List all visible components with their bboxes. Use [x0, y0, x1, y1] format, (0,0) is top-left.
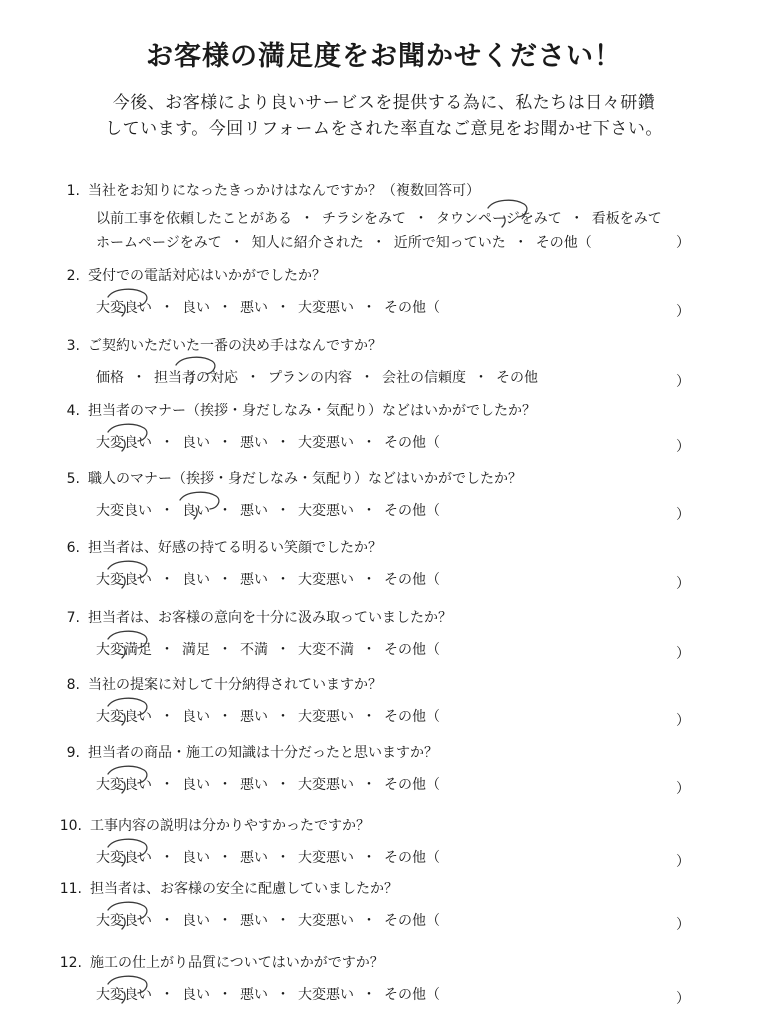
- question-text: [60, 537, 382, 557]
- question-label: 担当者は、お客様の安全に配慮していましたか？: [90, 881, 398, 897]
- question-label: 職人のマナー（挨拶・身だしなみ・気配り）などはいかがでしたか？: [88, 471, 522, 487]
- question-number: 5.: [66, 471, 80, 487]
- answer-option[interactable]: 良い: [182, 987, 210, 1003]
- question-block: [0, 815, 768, 877]
- answer-option[interactable]: 良い: [182, 503, 210, 519]
- answer-option[interactable]: その他（: [535, 235, 592, 251]
- answer-option[interactable]: その他（: [384, 572, 440, 588]
- question-label: 担当者は、お客様の意向を十分に汲み取っていましたか？: [88, 610, 452, 626]
- answer-option[interactable]: 悪い: [240, 777, 268, 793]
- question-label: 担当者の商品・施工の知識は十分だったと思いますか？: [88, 745, 438, 761]
- answer-option[interactable]: 大変良い: [96, 300, 152, 316]
- answer-option[interactable]: 大変良い: [96, 987, 152, 1003]
- question-block: [0, 537, 768, 599]
- question-block: [0, 400, 768, 462]
- question-block: [0, 265, 768, 327]
- answer-option[interactable]: その他: [496, 370, 538, 386]
- option-separator: ・: [160, 642, 174, 658]
- option-separator: ・: [218, 850, 232, 866]
- answer-option[interactable]: 悪い: [240, 572, 268, 588]
- answer-option[interactable]: 良い: [182, 300, 210, 316]
- closing-paren: ）: [676, 781, 690, 797]
- answer-options-row: [96, 639, 440, 659]
- option-separator: ・: [362, 435, 376, 451]
- answer-options-row: [96, 774, 440, 794]
- option-separator: ・: [360, 370, 374, 386]
- question-text: [60, 265, 326, 285]
- option-separator: ・: [362, 777, 376, 793]
- intro-line: しています。今回リフォームをされた率直なご意見をお聞かせ下さい。: [105, 119, 663, 139]
- answer-options-row: [96, 569, 440, 589]
- question-text: [60, 400, 536, 420]
- answer-option[interactable]: 大変悪い: [298, 987, 354, 1003]
- answer-option[interactable]: その他（: [384, 777, 440, 793]
- question-text: [46, 952, 384, 972]
- option-separator: ・: [276, 435, 290, 451]
- question-block: [0, 674, 768, 736]
- option-separator: ・: [276, 642, 290, 658]
- question-text: [46, 878, 398, 898]
- option-separator: ・: [160, 709, 174, 725]
- option-separator: ・: [160, 503, 174, 519]
- answer-option[interactable]: 大変良い: [96, 435, 152, 451]
- answer-option[interactable]: 悪い: [240, 435, 268, 451]
- answer-option[interactable]: 大変良い: [96, 503, 152, 519]
- answer-option[interactable]: 大変良い: [96, 777, 152, 793]
- question-number: 1.: [66, 183, 80, 199]
- answer-option[interactable]: 悪い: [240, 913, 268, 929]
- option-separator: ・: [132, 370, 146, 386]
- question-text: [60, 180, 480, 200]
- answer-option[interactable]: 価格: [96, 370, 124, 386]
- answer-option[interactable]: 大変悪い: [298, 913, 354, 929]
- question-block: [0, 742, 768, 804]
- option-separator: ・: [218, 300, 232, 316]
- answer-option[interactable]: 悪い: [240, 300, 268, 316]
- option-separator: ・: [362, 850, 376, 866]
- question-number: 7.: [66, 610, 80, 626]
- option-separator: ・: [276, 777, 290, 793]
- question-text: [60, 742, 438, 762]
- option-separator: ・: [218, 709, 232, 725]
- answer-options-row: [96, 232, 592, 252]
- answer-option[interactable]: 良い: [182, 850, 210, 866]
- option-separator: ・: [160, 435, 174, 451]
- option-separator: ・: [160, 777, 174, 793]
- answer-option[interactable]: その他（: [384, 987, 440, 1003]
- answer-option[interactable]: 大変良い: [96, 709, 152, 725]
- answer-option[interactable]: 大変悪い: [298, 572, 354, 588]
- question-text: [46, 815, 370, 835]
- answer-option[interactable]: 不満: [240, 642, 268, 658]
- option-separator: ・: [246, 370, 260, 386]
- answer-option[interactable]: 悪い: [240, 503, 268, 519]
- closing-paren: ）: [676, 304, 690, 320]
- answer-options-row: [96, 706, 440, 726]
- answer-option[interactable]: 担当者の対応: [154, 370, 238, 386]
- question-number: 12.: [59, 955, 82, 971]
- question-label: 工事内容の説明は分かりやすかったですか？: [90, 818, 370, 834]
- option-separator: ・: [362, 913, 376, 929]
- question-text: [60, 607, 452, 627]
- option-separator: ・: [362, 503, 376, 519]
- option-separator: ・: [569, 211, 584, 227]
- answer-options-row: [96, 432, 440, 452]
- option-separator: ・: [218, 435, 232, 451]
- question-text: [60, 674, 382, 694]
- option-separator: ・: [362, 642, 376, 658]
- answer-option[interactable]: その他（: [384, 300, 440, 316]
- answer-options-row: [96, 910, 440, 930]
- answer-option[interactable]: その他（: [384, 709, 440, 725]
- closing-paren: ）: [676, 507, 690, 523]
- question-text: [60, 468, 522, 488]
- closing-paren: ）: [676, 991, 690, 1007]
- option-separator: ・: [371, 235, 386, 251]
- question-number: 6.: [66, 540, 80, 556]
- answer-option[interactable]: 満足: [182, 642, 210, 658]
- answer-option[interactable]: 良い: [182, 435, 210, 451]
- option-separator: ・: [160, 850, 174, 866]
- question-block: [0, 180, 768, 251]
- answer-option[interactable]: 以前工事を依頼したことがある: [96, 211, 292, 227]
- question-block: [0, 878, 768, 940]
- answer-option[interactable]: 会社の信頼度: [382, 370, 466, 386]
- answer-option[interactable]: 看板をみて: [591, 211, 662, 227]
- answer-option[interactable]: チラシをみて: [322, 211, 406, 227]
- option-separator: ・: [218, 987, 232, 1003]
- question-label: ご契約いただいた一番の決め手はなんですか？: [88, 338, 382, 354]
- answer-option[interactable]: 大変良い: [96, 850, 152, 866]
- option-separator: ・: [218, 777, 232, 793]
- option-separator: ・: [362, 572, 376, 588]
- answer-option[interactable]: 近所で知っていた: [393, 235, 506, 251]
- question-label: 受付での電話対応はいかがでしたか？: [88, 268, 326, 284]
- answer-options-row: [96, 367, 538, 387]
- answer-option[interactable]: 大変悪い: [298, 300, 354, 316]
- question-number: 9.: [66, 745, 80, 761]
- closing-paren: ）: [676, 713, 690, 729]
- option-separator: ・: [218, 572, 232, 588]
- option-separator: ・: [300, 211, 314, 227]
- question-number: 11.: [59, 881, 82, 897]
- closing-paren: ）: [676, 235, 690, 251]
- answer-option[interactable]: プランの内容: [268, 370, 352, 386]
- option-separator: ・: [276, 913, 290, 929]
- question-number: 4.: [66, 403, 80, 419]
- option-separator: ・: [218, 642, 232, 658]
- option-separator: ・: [276, 572, 290, 588]
- option-separator: ・: [218, 913, 232, 929]
- question-block: [0, 468, 768, 530]
- closing-paren: ）: [676, 374, 690, 390]
- option-separator: ・: [160, 987, 174, 1003]
- option-separator: ・: [513, 235, 528, 251]
- answer-option[interactable]: その他（: [384, 913, 440, 929]
- option-separator: ・: [474, 370, 488, 386]
- answer-option[interactable]: 大変満足: [96, 642, 152, 658]
- question-label: 担当者のマナー（挨拶・身だしなみ・気配り）などはいかがでしたか？: [88, 403, 536, 419]
- answer-option[interactable]: 知人に紹介された: [251, 235, 364, 251]
- question-number: 3.: [66, 338, 80, 354]
- answer-option[interactable]: その他（: [384, 503, 440, 519]
- closing-paren: ）: [676, 917, 690, 933]
- answer-option[interactable]: 大変悪い: [298, 709, 354, 725]
- answer-option[interactable]: 大変悪い: [298, 777, 354, 793]
- question-number: 10.: [59, 818, 82, 834]
- answer-options-row: [96, 847, 440, 867]
- answer-option[interactable]: 良い: [182, 913, 210, 929]
- answer-options-row: [96, 297, 440, 317]
- answer-option[interactable]: 大変悪い: [298, 850, 354, 866]
- intro-text: [0, 90, 768, 142]
- answer-option[interactable]: タウンページをみて: [436, 211, 562, 227]
- answer-option[interactable]: 大変良い: [96, 572, 152, 588]
- closing-paren: ）: [676, 854, 690, 870]
- question-label: 担当者は、好感の持てる明るい笑顔でしたか？: [88, 540, 382, 556]
- answer-option[interactable]: ホームページをみて: [96, 235, 222, 251]
- question-label: 施工の仕上がり品質についてはいかがですか？: [90, 955, 384, 971]
- option-separator: ・: [276, 850, 290, 866]
- question-number: 8.: [66, 677, 80, 693]
- answer-option[interactable]: 大変悪い: [298, 503, 354, 519]
- question-number: 2.: [66, 268, 80, 284]
- option-separator: ・: [276, 987, 290, 1003]
- question-block: [0, 952, 768, 1014]
- closing-paren: ）: [676, 576, 690, 592]
- option-separator: ・: [362, 987, 376, 1003]
- answer-option[interactable]: その他（: [384, 850, 440, 866]
- option-separator: ・: [362, 300, 376, 316]
- answer-option[interactable]: 悪い: [240, 987, 268, 1003]
- answer-option[interactable]: 良い: [182, 709, 210, 725]
- answer-option[interactable]: その他（: [384, 642, 440, 658]
- option-separator: ・: [160, 300, 174, 316]
- option-separator: ・: [218, 503, 232, 519]
- answer-option[interactable]: 悪い: [240, 709, 268, 725]
- closing-paren: ）: [676, 646, 690, 662]
- question-block: [0, 335, 768, 397]
- option-separator: ・: [276, 300, 290, 316]
- option-separator: ・: [414, 211, 428, 227]
- option-separator: ・: [276, 503, 290, 519]
- answer-option[interactable]: 大変不満: [298, 642, 354, 658]
- answer-options-row: [96, 984, 440, 1004]
- option-separator: ・: [362, 709, 376, 725]
- question-label: 当社をお知りになったきっかけはなんですか？（複数回答可）: [88, 183, 480, 199]
- option-separator: ・: [276, 709, 290, 725]
- answer-option[interactable]: 良い: [182, 572, 210, 588]
- question-block: [0, 607, 768, 669]
- answer-option[interactable]: 大変良い: [96, 913, 152, 929]
- page-title: お客様の満足度をお聞かせください！: [146, 41, 622, 72]
- closing-paren: ）: [676, 439, 690, 455]
- option-separator: ・: [160, 572, 174, 588]
- question-text: [60, 335, 382, 355]
- answer-option[interactable]: その他（: [384, 435, 440, 451]
- option-separator: ・: [160, 913, 174, 929]
- answer-options-row: [96, 208, 662, 228]
- option-separator: ・: [229, 235, 244, 251]
- intro-line: 今後、お客様により良いサービスを提供する為に、私たちは日々研鑽: [112, 93, 656, 113]
- question-label: 当社の提案に対して十分納得されていますか？: [88, 677, 382, 693]
- answer-options-row: [96, 500, 440, 520]
- answer-option[interactable]: 大変悪い: [298, 435, 354, 451]
- answer-option[interactable]: 良い: [182, 777, 210, 793]
- answer-option[interactable]: 悪い: [240, 850, 268, 866]
